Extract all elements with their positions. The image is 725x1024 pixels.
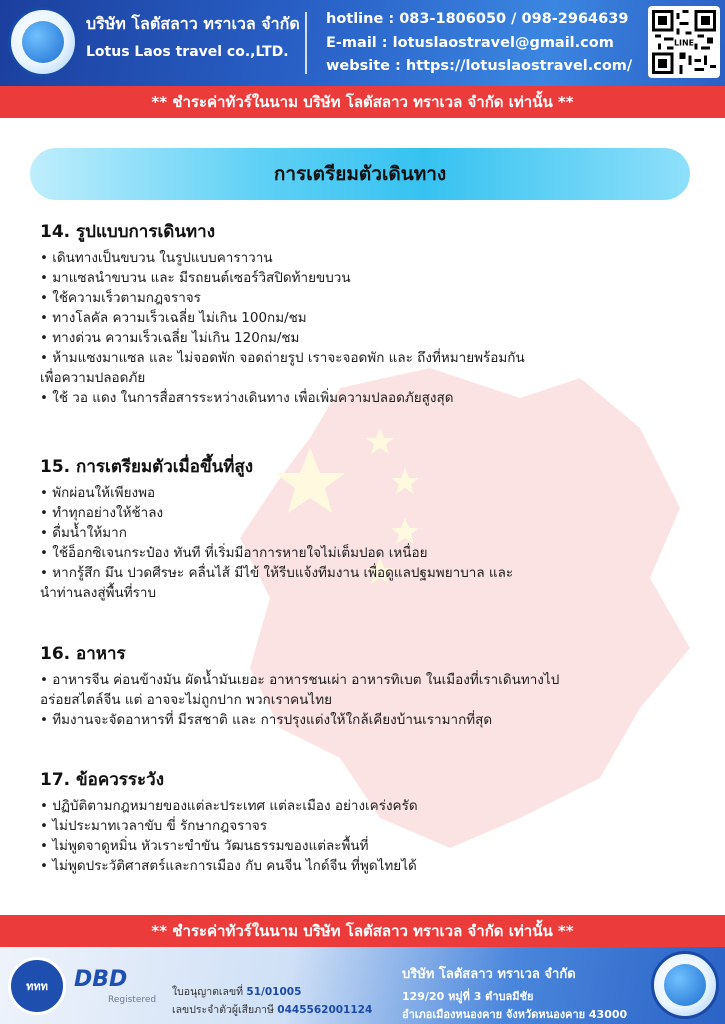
license-line xyxy=(172,983,301,1000)
page-title-banner xyxy=(30,148,690,200)
lotus-laos-travel-logo-icon xyxy=(8,7,78,77)
company-name-english: Lotus Laos travel co.,LTD. xyxy=(86,44,289,60)
list-item: • ห้ามแซงมาแซล และ ไม่จอดพัก จอดถ่ายรูป เราจะจอดพัก และ ถึงที่หมายพร้อมกัน xyxy=(40,350,525,366)
page-footer xyxy=(0,947,725,1024)
content-area xyxy=(0,118,725,915)
hotline-text: hotline : 083-1806050 / 098-2964639 xyxy=(326,11,629,27)
dbd-logo-icon: DBD xyxy=(74,967,128,992)
payment-banner-top: ** ชำระค่าทัวร์ในนาม บริษัท โลตัสลาว ทราเวล จำกัด เท่านั้น ** xyxy=(0,86,725,118)
list-item: • พักผ่อนให้เพียงพอ xyxy=(40,485,156,501)
list-item: เพื่อความปลอดภัย xyxy=(40,370,146,386)
website-link[interactable]: website : https://lotuslaostravel.com/ xyxy=(326,58,633,74)
company-name-thai: บริษัท โลตัสลาว ทราเวล จำกัด xyxy=(86,14,300,33)
list-item: • ใช้อ็อกซิเจนกระป๋อง ทันที ที่เริ่มมีอาการหายใจไม่เต็มปอด เหนื่อย xyxy=(40,545,428,561)
tat-logo-icon: ททท xyxy=(8,957,66,1015)
list-item: • ทางด่วน ความเร็วเฉลี่ย ไม่เกิน 120กม/ชม xyxy=(40,330,300,346)
list-item: นำท่านลงสู่พื้นที่ราบ xyxy=(40,585,157,601)
section-list xyxy=(40,670,680,730)
section-list xyxy=(40,248,680,408)
email-text: E-mail : lotuslaostravel@gmail.com xyxy=(326,35,614,51)
section-food xyxy=(40,640,680,730)
list-item: • ไม่พูดประวัติศาสตร์และการเมือง กับ คนจีน ไกด์จีน ที่พูดไทยได้ xyxy=(40,858,417,874)
payment-banner-bottom: ** ชำระค่าทัวร์ในนาม บริษัท โลตัสลาว ทราเวล จำกัด เท่านั้น ** xyxy=(0,915,725,947)
tax-id-line xyxy=(172,1001,372,1018)
section-precautions xyxy=(40,766,680,876)
list-item: • ปฏิบัติตามกฎหมายของแต่ละประเทศ แต่ละเมือง อย่างเคร่งครัด xyxy=(40,798,418,814)
section-heading: 15. การเตรียมตัวเมื่อขึ้นที่สูง xyxy=(40,457,254,477)
license-number: 51/01005 xyxy=(246,986,302,998)
line-qr-code-icon[interactable] xyxy=(648,6,720,78)
section-heading: 16. อาหาร xyxy=(40,644,126,664)
tax-id-number: 0445562001124 xyxy=(277,1004,373,1016)
svg-text:LINE: LINE xyxy=(674,38,694,48)
section-list xyxy=(40,483,680,603)
list-item: • หากรู้สึก มึน ปวดศีรษะ คลื่นไส้ มีไข้ ให้รีบแจ้งทีมงาน เพื่อดูแลปฐมพยาบาล และ xyxy=(40,565,514,581)
list-item: • ทางโลคัล ความเร็วเฉลี่ย ไม่เกิน 100กม/ชม xyxy=(40,310,307,326)
list-item: • ไม่พูดจาดูหมิ่น หัวเราะขำขัน วัฒนธรรมของแต่ละพื้นที่ xyxy=(40,838,369,854)
license-label: ใบอนุญาตเลขที่ xyxy=(172,986,244,998)
list-item: • มาแซลนำขบวน และ มีรถยนต์เซอร์วิสปิดท้ายขบวน xyxy=(40,270,351,286)
section-high-altitude-prep xyxy=(40,453,680,603)
footer-address-line1: 129/20 หมู่ที่ 3 ตำบลมีชัย xyxy=(402,990,534,1003)
page-title: การเตรียมตัวเดินทาง xyxy=(273,163,447,185)
list-item: • ใช้ความเร็วตามกฎจราจร xyxy=(40,290,201,306)
list-item: • ใช้ วอ แดง ในการสื่อสารระหว่างเดินทาง เพื่อเพิ่มความปลอดภัยสูงสุด xyxy=(40,390,454,406)
footer-company-name: บริษัท โลตัสลาว ทราเวล จำกัด xyxy=(402,967,576,982)
list-item: • ไม่ประมาทเวลาขับ ขี่ รักษากฎจราจร xyxy=(40,818,268,834)
list-item: • ดื่มน้ำให้มาก xyxy=(40,525,127,541)
list-item: อร่อยสไตล์จีน แต่ อาจจะไม่ถูกปาก พวกเราคนไทย xyxy=(40,692,333,708)
section-heading: 17. ข้อควรระวัง xyxy=(40,770,165,790)
tax-id-label: เลขประจำตัวผู้เสียภาษี xyxy=(172,1004,274,1016)
footer-address-line2: อำเภอเมืองหนองคาย จังหวัดหนองคาย 43000 xyxy=(402,1008,628,1021)
page-header xyxy=(0,0,725,86)
list-item: • เดินทางเป็นขบวน ในรูปแบบคาราวาน xyxy=(40,250,273,266)
list-item: • ทำทุกอย่างให้ช้าลง xyxy=(40,505,164,521)
section-heading: 14. รูปแบบการเดินทาง xyxy=(40,222,215,242)
section-travel-format xyxy=(40,218,680,408)
list-item: • ทีมงานจะจัดอาหารที่ มีรสชาติ และ การปรุงแต่งให้ใกล้เคียงบ้านเรามากที่สุด xyxy=(40,712,493,728)
registered-label: Registered xyxy=(108,995,157,1005)
list-item: • อาหารจีน ค่อนข้างมัน ผัดน้ำมันเยอะ อาหารชนเผ่า อาหารทิเบต ในเมืองที่เราเดินทางไป xyxy=(40,672,560,688)
header-divider xyxy=(305,12,307,74)
section-list xyxy=(40,796,680,876)
lotus-laos-travel-footer-logo-icon xyxy=(651,951,719,1019)
